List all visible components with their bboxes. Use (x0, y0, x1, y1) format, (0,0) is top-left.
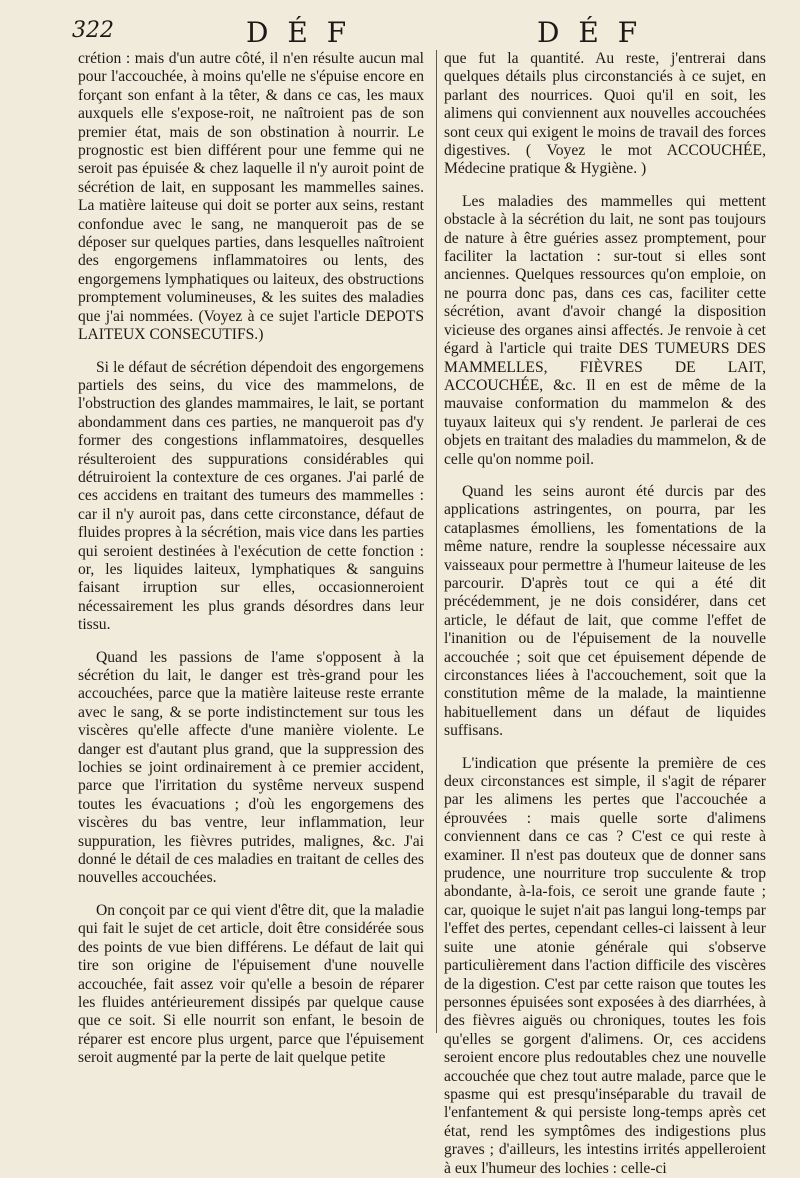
paragraph: que fut la quantité. Au reste, j'entrerai dans quelques détails plus circonstanciés à ce sujet, en parlant des nourrices. Quoi qu'il en soit, les alimens qui conviennent aux nouvelles accouchées sont ceux qui exigent le moins de travail des forces digestives. ( Voyez le mot ACCOUCHÉE, Médecine pratique & Hygiène. ) (444, 50, 766, 178)
right-column (444, 50, 766, 1177)
running-head-right: D É F (537, 16, 643, 49)
page-number: 322 (72, 18, 114, 43)
paragraph: Les maladies des mammelles qui mettent obstacle à la sécrétion du lait, ne sont pas toujours de nature à être guéries assez promptement, pour faciliter la lactation : sur-tout si elles sont anciennes. Quelques ressources qu'on emploie, on ne pourra donc pas, dans ces cas, faciliter cette sécrétion, avant d'avoir changé la disposition vicieuse des organes ainsi affectés. Je renvoie à cet égard à l'article qui traite DES TUMEURS DES MAMMELLES, FIÈVRES DE LAIT, ACCOUCHÉE, &c. Il en est de même de la mauvaise conformation du mammelon & des tuyaux laiteux qui s'y rendent. Je parlerai de ces objets en traitant des maladies du mammelon, & de celle qu'on nomme poil. (444, 192, 766, 468)
left-column (78, 50, 424, 1067)
column-divider (436, 50, 437, 1033)
running-head-left: D É F (246, 16, 352, 49)
paragraph: On conçoit par ce qui vient d'être dit, que la maladie qui fait le sujet de cet article, doit être considérée sous des points de vue bien différens. Le défaut de lait qui tire son origine de l'épuisement d'une nouvelle accouchée, fait assez voir qu'elle a besoin de réparer les fluides antérieurement dissipés par quelque cause que ce soit. Si elle nourrit son enfant, le besoin de réparer est encore plus urgent, parce que l'épuisement seroit augmenté par la perte de lait quelque petite (78, 901, 424, 1067)
paragraph: Quand les passions de l'ame s'opposent à la sécrétion du lait, le danger est très-grand pour les accouchées, parce que la matière laiteuse reste errante avec le sang, & se porte indistinctement sur tous les viscères qu'elle affecte d'une manière violente. Le danger est d'autant plus grand, que la suppression des lochies se joint ordinairement à ce premier accident, parce que l'irritation du systême nerveux suspend toutes les évacuations ; d'où les engorgemens des viscères du bas ventre, leur inflammation, leur suppuration, les fièvres putrides, malignes, &c. J'ai donné le détail de ces maladies en traitant de celles des nouvelles accouchées. (78, 648, 424, 887)
paragraph: Si le défaut de sécrétion dépendoit des engorgemens partiels des seins, du vice des mammelons, de l'obstruction des glandes mammaires, le lait, se portant abondamment dans ces parties, ne manqueroit pas d'y former des congestions inflammatoires, desquelles résulteroient des suppurations considérables qui détruiroient la contexture de ces organes. J'ai parlé de ces accidens en traitant des tumeurs des mammelles : car il n'y auroit pas, dans cette circonstance, défaut de fluides propres à la sécrétion, mais vice dans les parties qui seroient destinées à l'exécution de cette fonction : or, les liquides laiteux, lymphatiques & sanguins faisant irruption sur elles, occasionneroient nécessairement les plus grands désordres dans leur tissu. (78, 358, 424, 634)
paragraph: crétion : mais d'un autre côté, il n'en résulte aucun mal pour l'accouchée, à moins qu'elle ne s'épuise encore en forçant son enfant à la têter, & dans ce cas, les maux auxquels elle s'expose-roit, ne naîtroient pas de son premier état, mais de son obstination à nourrir. Le prognostic est bien différent pour une femme qui ne seroit pas épuisée & chez laquelle il n'y auroit point de sécrétion de lait, en supposant les mammelles saines. La matière laiteuse qui doit se porter aux seins, restant confondue avec le sang, ne manqueroit pas de se déposer sur quelques parties, dans lesquelles naîtroient des engorgemens inflammatoires ou lents, des engorgemens lymphatiques ou laiteux, des obstructions promptement volumineuses, & les suites des maladies que j'ai nommées. (Voyez à ce sujet l'article DEPOTS LAITEUX CONSECUTIFS.) (78, 50, 424, 344)
page-header (0, 12, 800, 52)
paragraph: Quand les seins auront été durcis par des applications astringentes, on pourra, par les cataplasmes émolliens, les fomentations de la même nature, rendre la souplesse nécessaire aux vaisseaux pour permettre à l'humeur laiteuse de les parcourir. D'après tout ce qui a été dit précédemment, je ne dois considérer, dans cet article, le défaut de lait, que comme l'effet de l'inanition ou de l'épuisement de la nouvelle accouchée ; soit que cet épuisement dépende de circonstances liées à l'accouchement, soit que la constitution même de la malade, la maintienne habituellement dans un défaut de liquides suffisans. (444, 482, 766, 740)
paragraph: L'indication que présente la première de ces deux circonstances est simple, il s'agit de réparer par les alimens les pertes que l'accouchée a éprouvées : mais quelle sorte d'alimens conviennent dans ce cas ? C'est ce qui reste à examiner. Il n'est pas douteux que de donner sans prudence, une nourriture trop succulente & trop abondante, à-la-fois, ce seroit une grande faute ; car, quoique le sujet n'ait pas langui long-temps par l'effet des pertes, cependant celles-ci laissent à leur suite une atonie générale qui s'observe particulièrement dans l'action difficile des viscères de la digestion. C'est par cette raison que toutes les personnes épuisées sont exposées à des diarrhées, à des fièvres aiguës ou chroniques, toutes les fois qu'elles se gorgent d'alimens. Or, ces accidens seroient encore plus redoutables chez une nouvelle accouchée que chez tout autre malade, parce que le spasme qui est presqu'inséparable du travail de l'enfantement & qui persiste long-temps après cet état, rend les symptômes des indigestions plus graves ; d'ailleurs, les intestins irrités appelleroient à eux l'humeur des lochies : celle-ci (444, 754, 766, 1177)
